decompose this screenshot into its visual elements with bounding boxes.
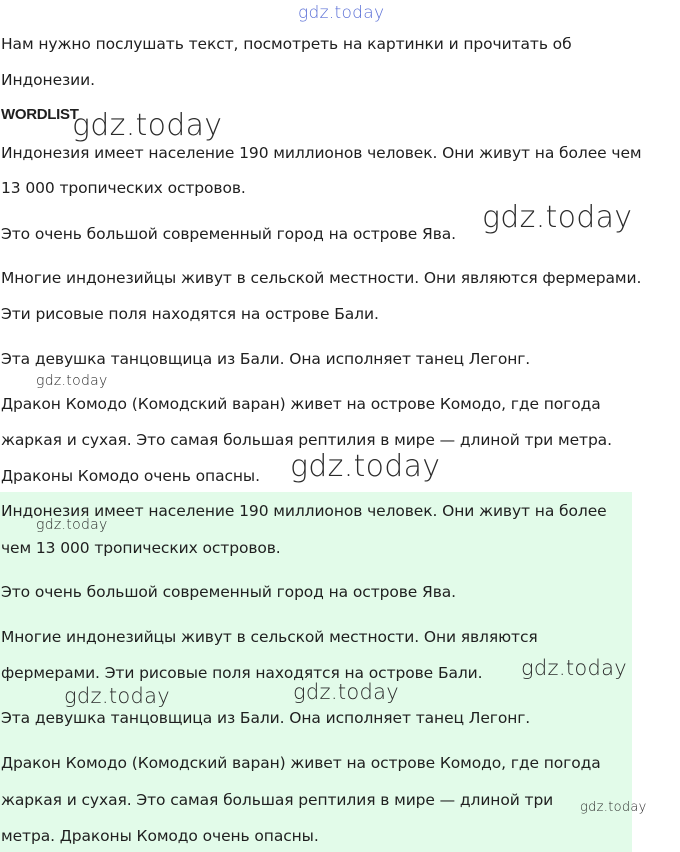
translation-1-line: Эти рисовые поля находятся на острове Бали. bbox=[1, 305, 379, 323]
watermark-medium: gdz.today bbox=[521, 656, 628, 680]
watermark-small: gdz.today bbox=[580, 800, 647, 815]
translation-1-line: Дракон Комодо (Комодский варан) живет на острове Комодо, где погода bbox=[1, 395, 601, 413]
translation-1-line: Многие индонезийцы живут в сельской местности. Они являются фермерами. bbox=[1, 269, 642, 287]
translation-2-line: фермерами. Эти рисовые поля находятся на острове Бали. bbox=[1, 664, 483, 682]
translation-1-line: Эта девушка танцовщица из Бали. Она исполняет танец Легонг. bbox=[1, 350, 531, 368]
watermark-large: gdz.today bbox=[72, 108, 223, 143]
watermark-top: gdz.today bbox=[298, 3, 385, 23]
translation-2-line: Дракон Комодо (Комодский варан) живет на острове Комодо, где погода bbox=[1, 754, 601, 772]
intro-line-2: Индонезии. bbox=[1, 71, 95, 89]
translation-2-line: Эта девушка танцовщица из Бали. Она исполняет танец Легонг. bbox=[1, 709, 531, 727]
watermark-small: gdz.today bbox=[36, 517, 108, 533]
watermark-large: gdz.today bbox=[290, 449, 441, 484]
translation-1-line: 13 000 тропических островов. bbox=[1, 179, 246, 197]
translation-1-line: Это очень большой современный город на острове Ява. bbox=[1, 225, 456, 243]
translation-1-line: жаркая и сухая. Это самая большая рептилия в мире — длиной три метра. bbox=[1, 431, 612, 449]
wordlist-title: WORDLIST bbox=[1, 106, 79, 123]
translation-1-line: Индонезия имеет население 190 миллионов человек. Они живут на более чем bbox=[1, 144, 642, 162]
translation-2-line: Индонезия имеет население 190 миллионов человек. Они живут на более bbox=[1, 502, 607, 520]
translation-2-line: метра. Драконы Комодо очень опасны. bbox=[1, 827, 319, 845]
watermark-small: gdz.today bbox=[36, 373, 108, 389]
translation-2-line: чем 13 000 тропических островов. bbox=[1, 539, 281, 557]
translation-1-line: Драконы Комодо очень опасны. bbox=[1, 467, 260, 485]
watermark-medium: gdz.today bbox=[293, 680, 400, 704]
watermark-large: gdz.today bbox=[482, 200, 633, 235]
translation-2-line: Многие индонезийцы живут в сельской местности. Они являются bbox=[1, 628, 538, 646]
intro-line-1: Нам нужно послушать текст, посмотреть на картинки и прочитать об bbox=[1, 35, 572, 53]
translation-2-line: Это очень большой современный город на острове Ява. bbox=[1, 583, 456, 601]
watermark-medium: gdz.today bbox=[64, 684, 171, 708]
translation-2-line: жаркая и сухая. Это самая большая рептилия в мире — длиной три bbox=[1, 791, 554, 809]
